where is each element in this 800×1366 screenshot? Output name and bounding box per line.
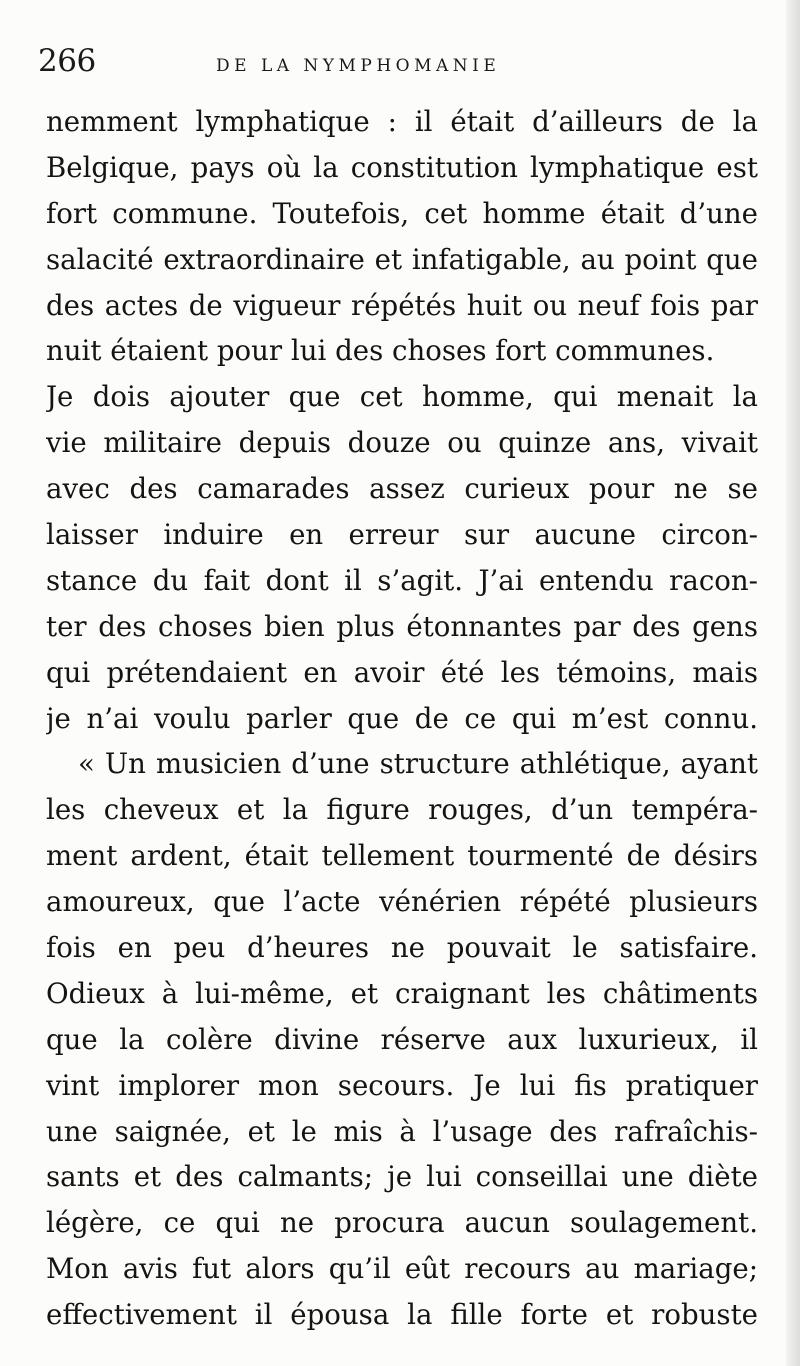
text-line: fois en peu d’heures ne pouvait le satisfaire. [46, 931, 758, 965]
text-line: vint implorer mon secours. Je lui fis pratiquer [46, 1068, 758, 1102]
text-line: avec des camarades assez curieux pour ne se [46, 472, 758, 506]
running-head [38, 38, 758, 82]
text-line: ter des choses bien plus étonnantes par des gens [46, 609, 758, 643]
text-line: fort commune. Toutefois, cet homme était d’une [46, 196, 758, 230]
text-line: stance du fait dont il s’agit. J’ai entendu racon- [46, 563, 758, 597]
text-line: « Un musicien d’une structure athlétique, ayant [78, 747, 758, 781]
text-line: qui prétendaient en avoir été les témoins, mais [46, 655, 758, 689]
text-line: sants et des calmants; je lui conseillai une diète [46, 1160, 758, 1194]
text-line: je n’ai voulu parler que de ce qui m’est connu. [46, 701, 758, 735]
running-title: DE LA NYMPHOMANIE [216, 56, 501, 76]
body-text [46, 99, 758, 1338]
text-line: effectivement il épousa la fille forte et robuste [46, 1298, 758, 1332]
text-line: nemment lymphatique : il était d’ailleurs de la [46, 105, 758, 138]
text-line: une saignée, et le mis à l’usage des rafraîchis- [46, 1114, 758, 1148]
text-line: des actes de vigueur répétés huit ou neuf fois par [46, 288, 758, 322]
text-line: laisser induire en erreur sur aucune circon- [46, 518, 758, 552]
text-line: Mon avis fut alors qu’il eût recours au mariage; [46, 1252, 758, 1286]
text-line: légère, ce qui ne procura aucun soulagement. [46, 1206, 758, 1240]
text-line: Je dois ajouter que cet homme, qui menait la [46, 380, 758, 414]
text-line: vie militaire depuis douze ou quinze ans, vivait [46, 426, 758, 460]
text-line: les cheveux et la figure rouges, d’un tempéra- [46, 793, 758, 827]
text-line: Belgique, pays où la constitution lymphatique est [46, 150, 758, 184]
text-line: amoureux, que l’acte vénérien répété plusieurs [46, 885, 758, 919]
page-edge [786, 0, 800, 1366]
text-line: salacité extraordinaire et infatigable, au point que [46, 242, 758, 276]
text-line: que la colère divine réserve aux luxurieux, il [46, 1022, 758, 1056]
page-number: 266 [38, 43, 96, 79]
text-line: nuit étaient pour lui des choses fort communes. [46, 334, 715, 368]
text-line: Odieux à lui-même, et craignant les châtiments [46, 976, 758, 1010]
text-line: ment ardent, était tellement tourmenté de désirs [46, 839, 758, 873]
